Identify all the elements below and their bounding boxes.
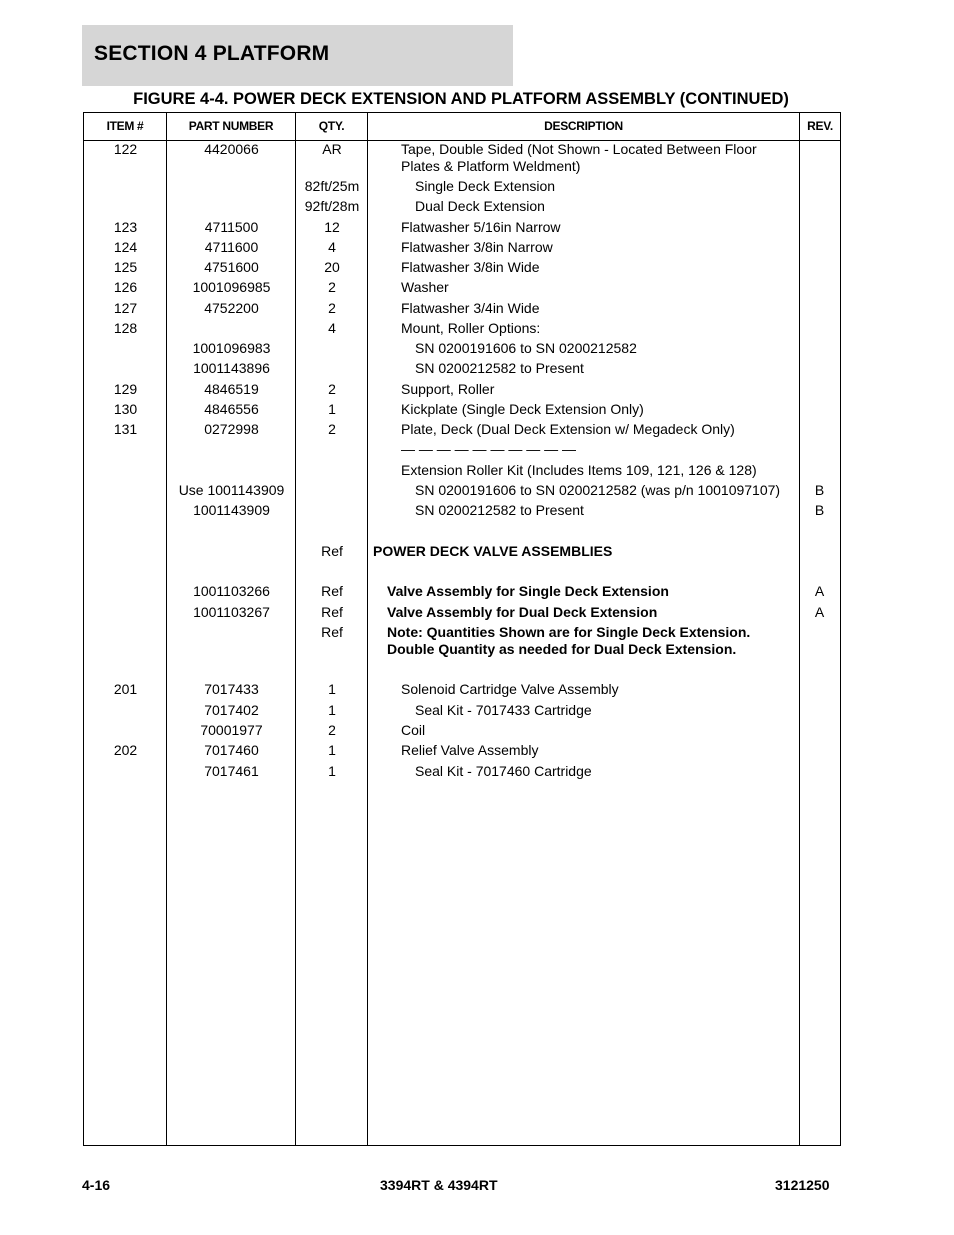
part-number: 7017433 [204,681,259,697]
description: Kickplate (Single Deck Extension Only) [401,401,644,417]
table-row [84,583,840,601]
quantity: Ref [321,604,343,620]
description: Mount, Roller Options: [401,320,541,336]
footer-page-number: 4-16 [82,1177,111,1193]
description: SN 0200191606 to SN 0200212582 (was p/n 1001097107) [415,482,781,498]
table-row [84,522,840,540]
description: Relief Valve Assembly [401,742,539,758]
description: Extension Roller Kit (Includes Items 109, 121, 126 & 128) [401,462,757,478]
part-number: 4751600 [204,259,259,275]
quantity: 1 [328,742,336,758]
quantity: 20 [324,259,340,275]
section-banner [82,25,513,86]
table-row [84,259,840,277]
table-row [84,641,840,659]
quantity: 1 [328,401,336,417]
description: Solenoid Cartridge Valve Assembly [401,681,619,697]
part-number: 1001103266 [193,583,270,599]
part-number: 4752200 [204,300,259,316]
parts-table [83,112,841,1146]
item-number: 122 [113,141,138,157]
description: Flatwasher 3/8in Narrow [401,239,553,255]
table-row [84,722,840,740]
part-number: 1001096985 [192,279,271,295]
quantity: 2 [328,300,336,316]
description: Plate, Deck (Dual Deck Extension w/ Megadeck Only) [401,421,735,437]
description: Note: Quantities Shown are for Single Deck Extension. [387,624,751,640]
description: SN 0200212582 to Present [415,502,584,518]
figure-title: FIGURE 4-4. POWER DECK EXTENSION AND PLATFORM ASSEMBLY (CONTINUED) [133,90,789,108]
table-row [84,158,840,176]
table-row [84,742,840,760]
table-row [84,763,840,781]
table-row [84,624,840,642]
table-row [84,381,840,399]
quantity: 2 [328,279,336,295]
part-number: Use 1001143909 [178,482,285,498]
item-number: 129 [113,381,138,397]
part-number: 4711600 [204,239,259,255]
description: — — — — — — — — — — [401,441,577,457]
table-header [84,113,840,141]
table-row [84,462,840,480]
quantity: 1 [328,681,336,697]
quantity: 92ft/28m [304,198,360,214]
table-row [84,219,840,237]
quantity: 4 [328,320,336,336]
footer-doc-number: 3121250 [775,1177,830,1193]
item-number: 201 [113,681,138,697]
table-row [84,320,840,338]
header-item: ITEM # [106,119,144,133]
description: Single Deck Extension [415,178,556,194]
part-number: 4846519 [204,381,259,397]
part-number: 7017461 [204,763,259,779]
item-number: 202 [113,742,138,758]
item-number: 127 [113,300,138,316]
table-row [84,563,840,581]
item-number: 124 [113,239,138,255]
description: Valve Assembly for Single Deck Extension [387,583,669,599]
part-number: 1001143896 [193,360,270,376]
item-number: 128 [113,320,138,336]
table-row [84,604,840,622]
item-number: 125 [113,259,138,275]
section-title: SECTION 4 PLATFORM [94,42,330,65]
table-row [84,661,840,679]
quantity: AR [322,141,342,157]
table-row [84,178,840,196]
part-number: 7017460 [204,742,259,758]
quantity: 4 [328,239,336,255]
table-row [84,681,840,699]
part-number: 4711500 [204,219,259,235]
description: Flatwasher 3/8in Wide [401,259,540,275]
table-row [84,279,840,297]
description: Flatwasher 3/4in Wide [401,300,540,316]
item-number: 130 [113,401,138,417]
description: Flatwasher 5/16in Narrow [401,219,561,235]
item-number: 131 [113,421,138,437]
item-number: 126 [113,279,138,295]
description: SN 0200191606 to SN 0200212582 [415,340,637,356]
quantity: Ref [321,583,343,599]
header-part-number: PART NUMBER [188,119,274,133]
part-number: 4846556 [204,401,259,417]
table-row [84,421,840,439]
description: SN 0200212582 to Present [415,360,584,376]
description: Dual Deck Extension [415,198,545,214]
description: Coil [401,722,426,738]
quantity: Ref [321,624,343,640]
table-row [84,300,840,318]
table-row [84,360,840,378]
quantity: 1 [328,763,336,779]
quantity: Ref [321,543,343,559]
footer-model: 3394RT & 4394RT [380,1177,498,1193]
table-row [84,239,840,257]
table-row [84,441,840,459]
part-number: 1001096983 [192,340,271,356]
part-number: 1001143909 [193,502,270,518]
part-number: 1001103267 [193,604,270,620]
revision: A [814,583,825,599]
part-number: 4420066 [204,141,259,157]
header-qty: QTY. [318,119,345,133]
quantity: 1 [328,702,336,718]
quantity: 2 [328,722,336,738]
part-number: 0272998 [204,421,259,437]
part-number: 7017402 [204,702,259,718]
table-row [84,141,840,159]
table-row [84,482,840,500]
table-row [84,340,840,358]
table-row [84,198,840,216]
description: POWER DECK VALVE ASSEMBLIES [373,543,613,559]
table-row [84,543,840,561]
part-number: 70001977 [200,722,263,738]
header-description: DESCRIPTION [544,119,623,133]
revision: B [814,482,825,498]
revision: B [814,502,825,518]
description: Seal Kit - 7017460 Cartridge [415,763,592,779]
description: Double Quantity as needed for Dual Deck Extension. [387,641,737,657]
description: Support, Roller [401,381,495,397]
quantity: 2 [328,381,336,397]
header-rev: REV. [807,119,833,133]
description: Valve Assembly for Dual Deck Extension [387,604,658,620]
quantity: 82ft/25m [304,178,360,194]
table-row [84,502,840,520]
table-row [84,702,840,720]
table-row [84,401,840,419]
item-number: 123 [113,219,138,235]
quantity: 12 [324,219,340,235]
description: Tape, Double Sided (Not Shown - Located Between Floor [401,141,757,157]
description: Washer [401,279,449,295]
description: Seal Kit - 7017433 Cartridge [415,702,592,718]
revision: A [814,604,825,620]
quantity: 2 [328,421,336,437]
description: Plates & Platform Weldment) [401,158,581,174]
